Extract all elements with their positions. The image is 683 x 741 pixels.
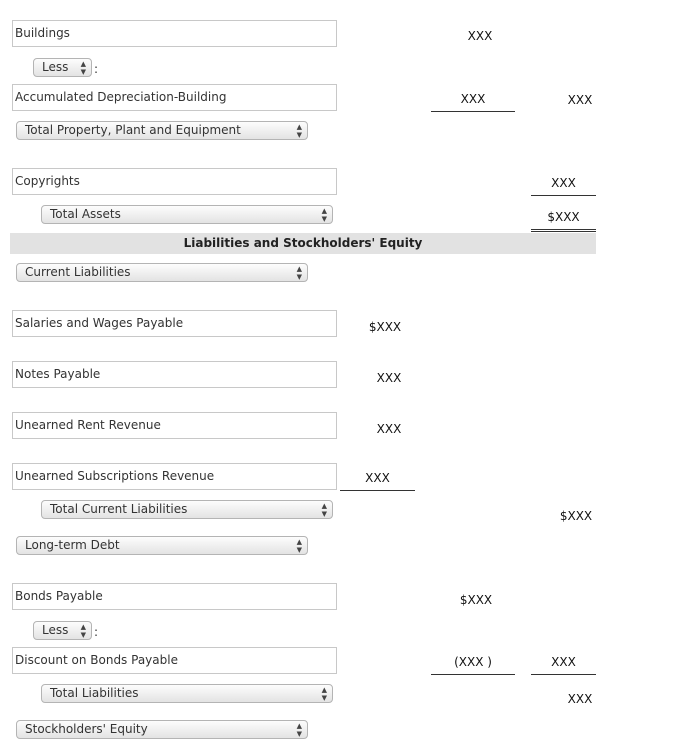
stockholders-equity-select-label: Stockholders' Equity xyxy=(25,722,148,736)
total-current-liabilities-select[interactable] xyxy=(41,500,333,519)
copyrights-amount: XXX xyxy=(531,176,596,196)
select-arrows-icon: ▲ ▼ xyxy=(80,60,86,76)
buildings-amount: XXX xyxy=(467,29,493,43)
less-colon-2: : xyxy=(94,625,99,639)
less-colon-1: : xyxy=(94,62,99,76)
total-liabilities-select-label: Total Liabilities xyxy=(50,686,139,700)
total-assets-select[interactable] xyxy=(41,205,333,224)
discount-bonds-input[interactable]: Discount on Bonds Payable xyxy=(12,647,337,674)
select-arrows-icon: ▲ ▼ xyxy=(296,265,302,281)
unearned-subscriptions-input[interactable]: Unearned Subscriptions Revenue xyxy=(12,463,337,490)
select-arrows-icon: ▲ ▼ xyxy=(321,686,327,702)
current-liabilities-select-label: Current Liabilities xyxy=(25,265,131,279)
notes-payable-amount: XXX xyxy=(376,371,402,385)
discount-bonds-amount: (XXX ) xyxy=(431,655,515,675)
less-select-2[interactable] xyxy=(33,621,92,640)
net-buildings-amount: XXX xyxy=(567,93,593,107)
bonds-payable-amount: $XXX xyxy=(459,593,493,607)
notes-payable-input[interactable]: Notes Payable xyxy=(12,361,337,388)
unearned-rent-input[interactable]: Unearned Rent Revenue xyxy=(12,412,337,439)
unearned-rent-amount: XXX xyxy=(376,422,402,436)
bonds-payable-input[interactable]: Bonds Payable xyxy=(12,583,337,610)
less-select-1-label: Less xyxy=(42,60,69,74)
accumulated-depreciation-input[interactable]: Accumulated Depreciation-Building xyxy=(12,84,337,111)
total-assets-amount: $XXX xyxy=(531,210,596,232)
total-ppe-select-label: Total Property, Plant and Equipment xyxy=(25,123,241,137)
copyrights-input[interactable]: Copyrights xyxy=(12,168,337,195)
select-arrows-icon: ▲ ▼ xyxy=(296,722,302,738)
total-current-liabilities-amount: $XXX xyxy=(559,509,593,523)
less-select-1[interactable] xyxy=(33,58,92,77)
current-liabilities-select[interactable] xyxy=(16,263,308,282)
liabilities-equity-heading: Liabilities and Stockholders' Equity xyxy=(10,233,596,254)
total-liabilities-amount: XXX xyxy=(567,692,593,706)
less-select-2-label: Less xyxy=(42,623,69,637)
net-bonds-amount: XXX xyxy=(531,655,596,675)
select-arrows-icon: ▲ ▼ xyxy=(321,207,327,223)
total-liabilities-select[interactable] xyxy=(41,684,333,703)
buildings-input[interactable]: Buildings xyxy=(12,20,337,47)
total-ppe-select[interactable] xyxy=(16,121,308,140)
total-assets-select-label: Total Assets xyxy=(50,207,121,221)
total-current-liabilities-select-label: Total Current Liabilities xyxy=(50,502,188,516)
stockholders-equity-select[interactable] xyxy=(16,720,308,739)
salaries-wages-amount: $XXX xyxy=(368,320,402,334)
unearned-subscriptions-amount: XXX xyxy=(340,471,415,491)
select-arrows-icon: ▲ ▼ xyxy=(296,538,302,554)
salaries-wages-input[interactable]: Salaries and Wages Payable xyxy=(12,310,337,337)
long-term-debt-select-label: Long-term Debt xyxy=(25,538,120,552)
long-term-debt-select[interactable] xyxy=(16,536,308,555)
select-arrows-icon: ▲ ▼ xyxy=(296,123,302,139)
accumulated-depreciation-amount: XXX xyxy=(431,92,515,112)
select-arrows-icon: ▲ ▼ xyxy=(321,502,327,518)
select-arrows-icon: ▲ ▼ xyxy=(80,623,86,639)
